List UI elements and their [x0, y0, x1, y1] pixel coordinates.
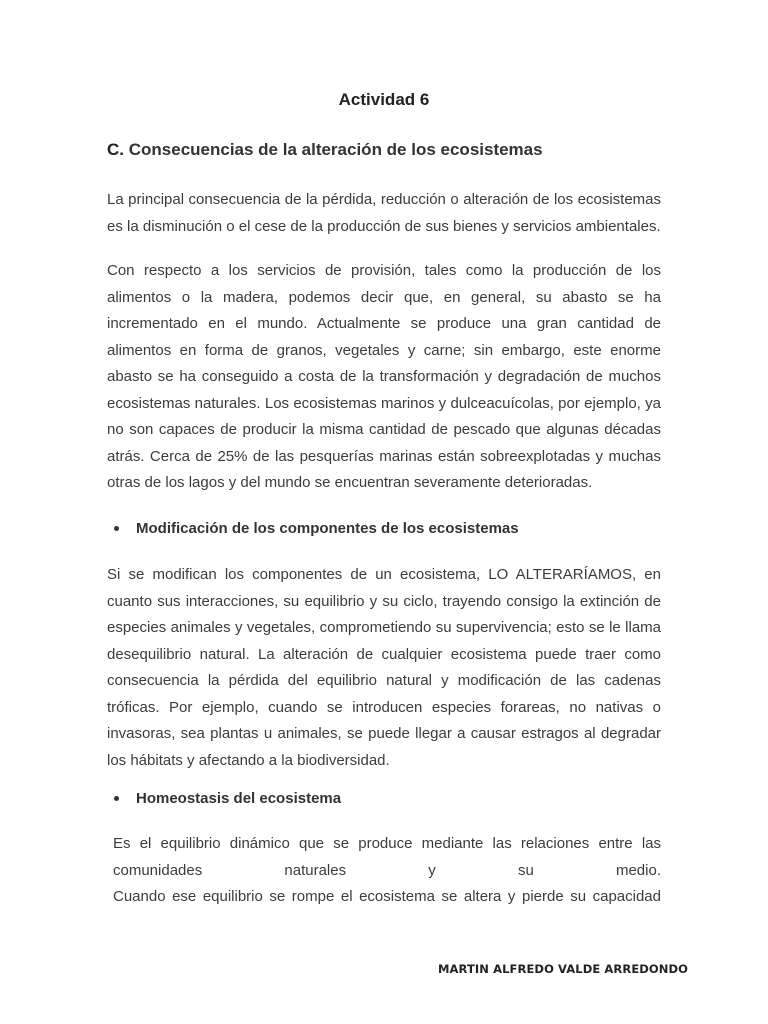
bullet-dot-icon — [114, 796, 119, 801]
paragraph-homeostasis — [113, 831, 661, 911]
footer-author: MARTIN ALFREDO VALDE ARREDONDO — [438, 962, 689, 976]
bullet-label: Modificación de los componentes de los ecosistemas — [136, 520, 519, 537]
page-title: Actividad 6 — [338, 90, 430, 109]
section-letter: C. — [107, 140, 124, 159]
paragraph-components: Si se modifican los componentes de un ecosistema, LO ALTERARÍAMOS, en cuanto sus interacciones, su equilibrio y su ciclo, trayendo consigo la extinción de especies animales y vegetales, comprometiendo su supervivencia; esto se le llama desequilibrio natural. La alteración de cualquier ecosistema puede traer como consecuencia la pérdida del equilibrio natural y modificación de las cadenas tróficas. Por ejemplo, cuando se introducen especies forareas, no nativas o invasoras, sea plantas u animales, se puede llegar a causar estragos al degradar los hábitats y afectando a la biodiversidad. — [107, 566, 661, 769]
paragraph-line: Es el equilibrio dinámico que se produce mediante las relaciones entre las — [113, 835, 661, 852]
paragraph-intro: La principal consecuencia de la pérdida, reducción o alteración de los ecosistemas es la disminución o el cese de la producción de sus bienes y servicios ambientales. — [107, 191, 661, 235]
paragraph-line: comunidades naturales y su medio. — [113, 861, 661, 879]
section-heading — [107, 140, 543, 160]
bullet-label: Homeostasis del ecosistema — [136, 790, 342, 807]
bullet-dot-icon — [114, 526, 119, 531]
bullet-item-components — [112, 520, 519, 537]
section-heading-text: Consecuencias de la alteración de los ecosistemas — [128, 140, 543, 159]
paragraph-line: Cuando ese equilibrio se rompe el ecosistema se altera y pierde su capacidad — [113, 888, 661, 905]
bullet-item-homeostasis — [112, 790, 341, 807]
paragraph-provision-services: Con respecto a los servicios de provisión, tales como la producción de los alimentos o la madera, podemos decir que, en general, su abasto se ha incrementado en el mundo. Actualmente se produce una gran cantidad de alimentos en forma de granos, vegetales y carne; sin embargo, este enorme abasto se ha conseguido a costa de la transformación y degradación de muchos ecosistemas naturales. Los ecosistemas marinos y dulceacuícolas, por ejemplo, ya no son capaces de producir la misma cantidad de pescado que algunas décadas atrás. Cerca de 25% de las pesquerías marinas están sobreexplotadas y muchas otras de los lagos y del mundo se encuentran severamente deterioradas. — [107, 262, 661, 491]
